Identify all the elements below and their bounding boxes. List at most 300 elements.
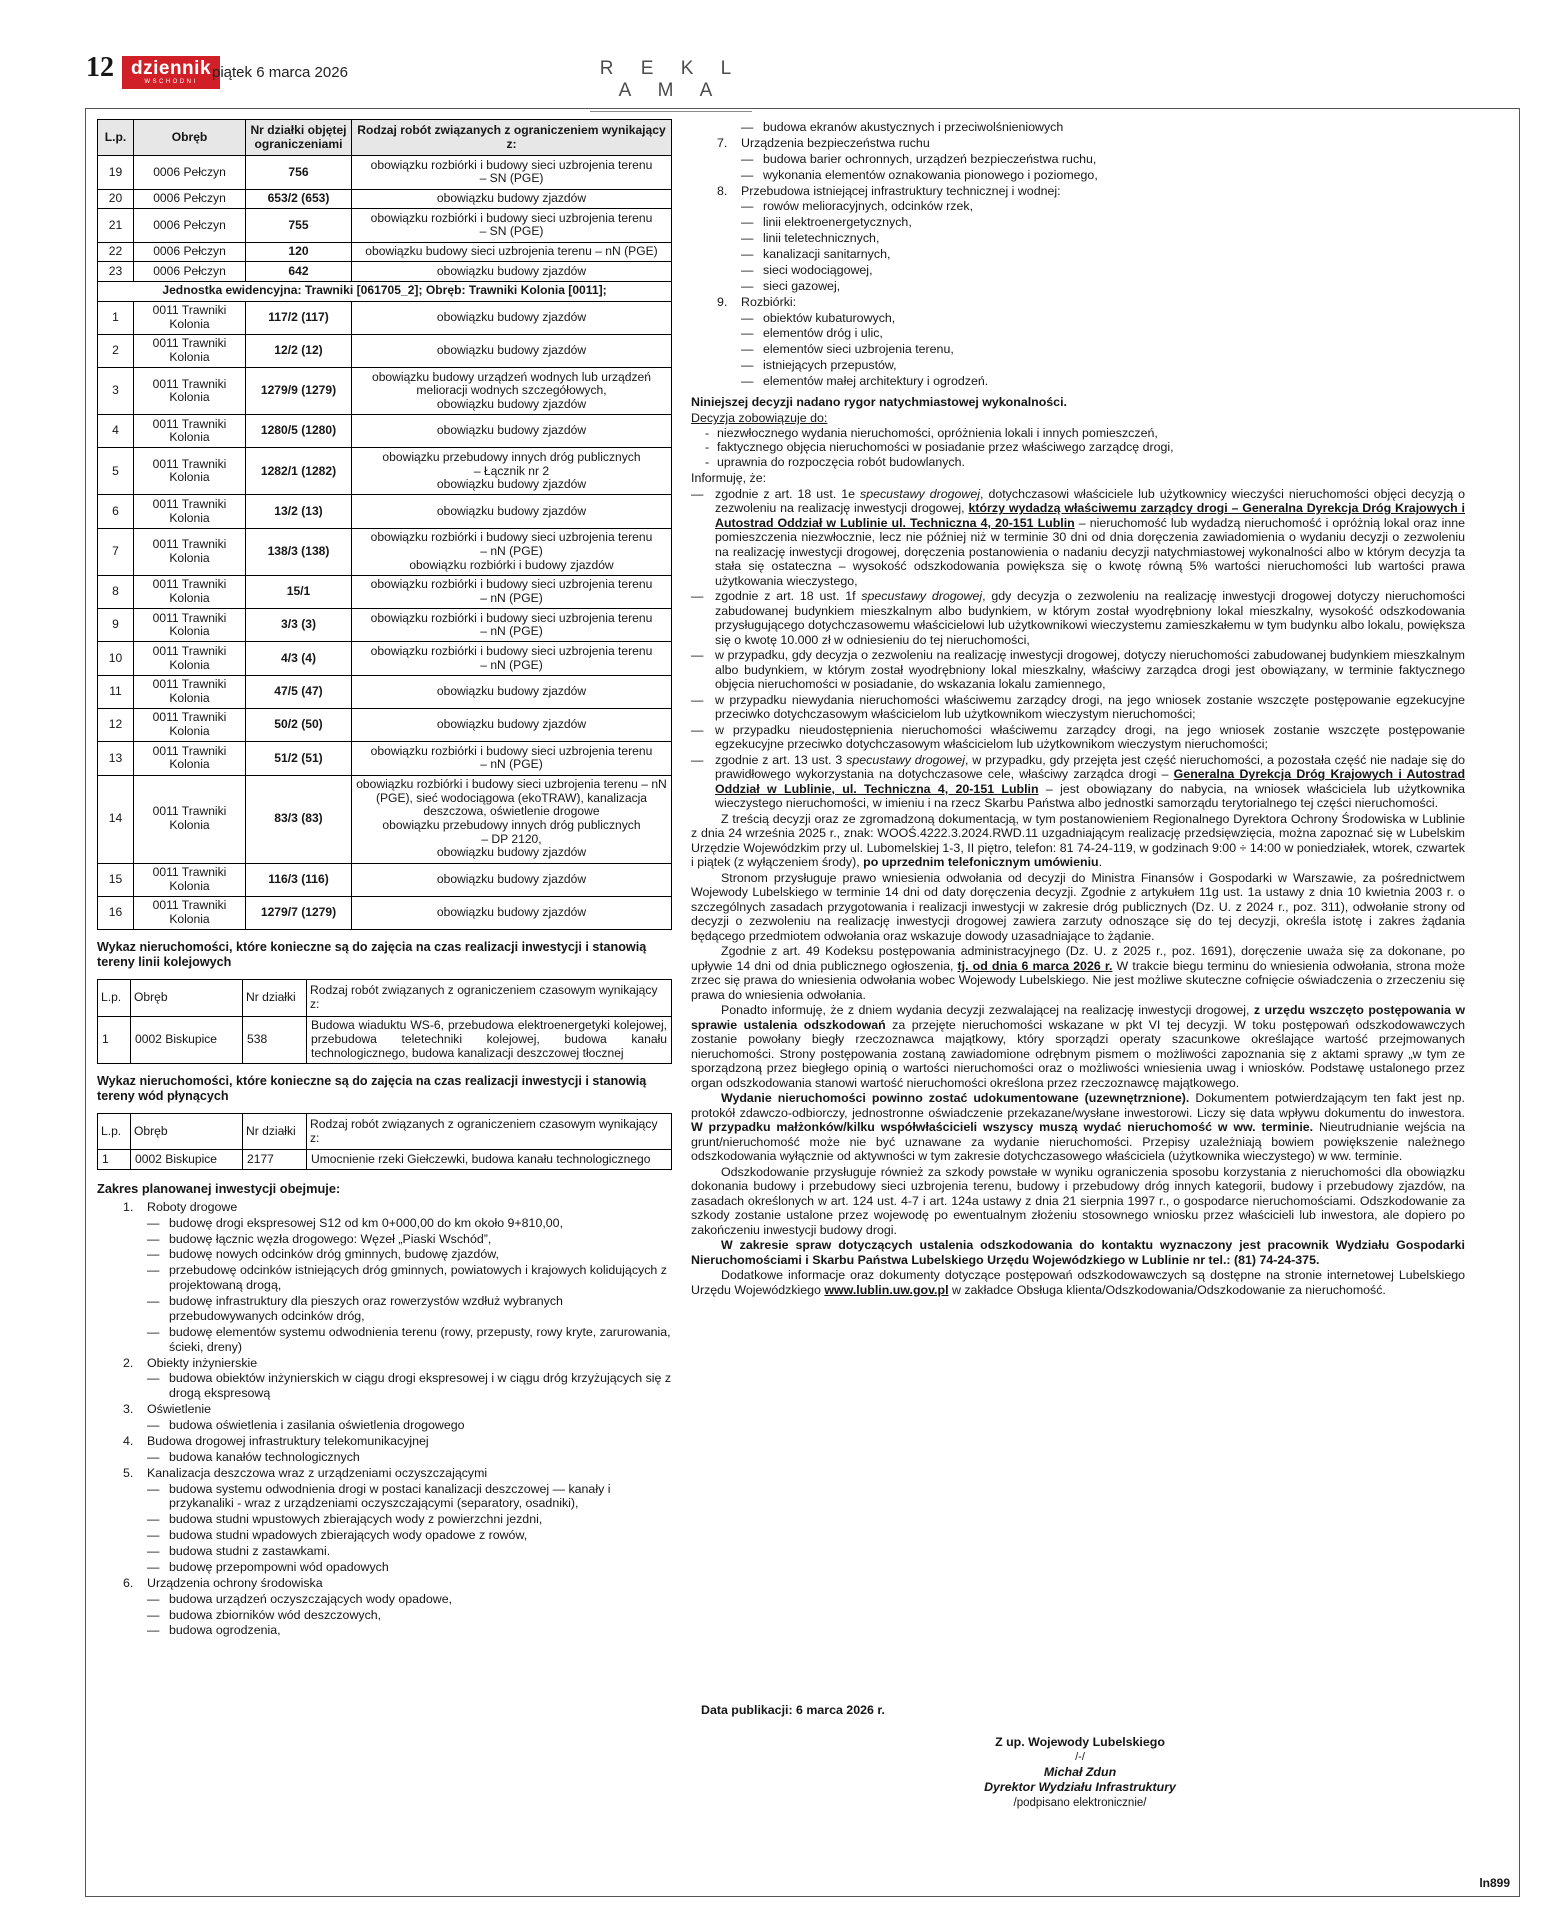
sub-item (691, 247, 1465, 262)
list-item (97, 1356, 672, 1371)
sub-item (691, 215, 1465, 230)
table-row (98, 262, 672, 282)
obligation-item (691, 426, 1465, 441)
table-row (98, 775, 672, 863)
obligation-text: uprawnia do rozpoczęcia robót budowlanych. (717, 454, 965, 469)
sub-item-text: budowę przepompowni wód opadowych (169, 1559, 389, 1574)
table-row (98, 1016, 672, 1063)
inform-item (691, 723, 1465, 752)
dash-marker: — (741, 326, 754, 341)
cell-lp: 7 (98, 528, 134, 575)
cell-lp: 8 (98, 575, 134, 608)
cell-rodzaj: obowiązku rozbiórki i budowy sieci uzbrojenia terenu – nN (PGE), sieć wodociągowa (ekoTRAW), kanalizacja deszczowa, oświetlenie drogowe obowiązku przebudowy innych dróg publicznych – DP 2120, obowiązku budowy zjazdów (352, 775, 672, 863)
table-row (98, 609, 672, 642)
paragraph: Stronom przysługuje prawo wniesienia odwołania od decyzji do Ministra Finansów i Gospodarki w Warszawie, za pośrednictwem Wojewody Lubelskiego w terminie 14 dni od daty doręczenia decyzji. Zgodnie z artykułem 11g ust. 1a ustawy z dnia 10 kwietnia 2003 r. o szczególnych zasadach przygotowania i realizacji inwestycji w zakresie dróg publicznych (Dz. U. z 2024 r., poz. 311), odwołanie strony od decyzji o zezwoleniu na realizację inwestycji drogowej zawiera zarzuty odnoszące się do tej decyzji, określa istotę i zakres żądania będącego przedmiotem odwołania oraz wskazuje dowody uzasadniające to żądanie. (691, 870, 1465, 943)
sub-item (691, 199, 1465, 214)
cell-nr: 1282/1 (1282) (246, 448, 352, 495)
cell-obreb: 0011 Trawniki Kolonia (134, 415, 246, 448)
inform-item (691, 648, 1465, 692)
sub-item (97, 1592, 672, 1607)
dash-marker: — (741, 215, 754, 230)
sub-item-text: budowa oświetlenia i zasilania oświetlenia drogowego (169, 1418, 465, 1433)
sub-item (691, 374, 1465, 389)
cell-rodzaj: obowiązku rozbiórki i budowy sieci uzbrojenia terenu – nN (PGE) (352, 742, 672, 775)
list-label: Rozbiórki: (741, 294, 797, 309)
sub-item-text: budowa systemu odwodnienia drogi w postaci kanalizacji deszczowej — kanały i przykanaliki - wraz z urządzeniami oczyszczającymi (separatory, osadniki), (169, 1481, 611, 1511)
cell-obreb: 0011 Trawniki Kolonia (134, 495, 246, 528)
cell-nr: 117/2 (117) (246, 301, 352, 334)
cell-rodzaj: obowiązku rozbiórki i budowy sieci uzbrojenia terenu – nN (PGE) obowiązku rozbiórki i budowy zjazdów (352, 528, 672, 575)
cell-obreb: 0011 Trawniki Kolonia (134, 448, 246, 495)
cell-rodzaj: obowiązku budowy zjazdów (352, 301, 672, 334)
paragraph: Zgodnie z art. 49 Kodeksu postępowania administracyjnego (Dz. U. z 2025 r., poz. 1691), doręczenie uważa się za dokonane, po upływie 14 dni od dnia publicznego ogłoszenia, tj. od dnia 6 marca 2026 r. W trakcie biegu terminu do wniesienia odwołania, strona może zrzec się prawa do wniesienia odwołania wobec Wojewody Lubelskiego. Nie jest możliwe skuteczne cofnięcie oświadczenia o zrzeczeniu się prawa do wniesienia odwołania. (691, 944, 1465, 1002)
sub-item-text: wykonania elementów oznakowania pionowego i poziomego, (763, 167, 1098, 182)
cell-rodzaj: obowiązku rozbiórki i budowy sieci uzbrojenia terenu – nN (PGE) (352, 609, 672, 642)
hyphen-marker: - (705, 454, 710, 469)
list-number: 5. (123, 1465, 134, 1480)
sub-item-text: linii elektroenergetycznych, (763, 215, 912, 230)
table-row (98, 448, 672, 495)
cell-rodzaj: Budowa wiaduktu WS-6, przebudowa elektroenergetyki kolejowej, przebudowa teletechniki kolejowej, budowa kanału technologicznego, budowa kanalizacji deszczowej tłocznej (307, 1016, 672, 1063)
dash-marker: — (691, 752, 704, 767)
hyphen-marker: - (705, 425, 710, 440)
table-row (98, 495, 672, 528)
cell-obreb: 0002 Biskupice (131, 1016, 243, 1063)
sub-item (97, 1232, 672, 1247)
table-head (98, 1113, 672, 1149)
sub-item-text: istniejących przepustów, (763, 358, 897, 373)
sub-item (691, 311, 1465, 326)
sub-item (691, 231, 1465, 246)
inform-text: zgodnie z art. 18 ust. 1f specustawy drogowej, gdy decyzja o zezwoleniu na realizację inwestycji drogowej dotyczy nieruchomości zabudowanej budynkiem mieszkalnym albo budynkiem, w którym został wyodrębniony lokal mieszkalny, wysokość odszkodowania przysługującego dotychczasowemu właścicielowi lub użytkownikowi wieczystemu zamieszkałemu w tym budynku albo lokalu, powiększa się o kwotę 10.000 zł w odniesieniu do tej nieruchomości, (715, 589, 1465, 647)
cell-nr: 4/3 (4) (246, 642, 352, 675)
dash-marker: — (741, 199, 754, 214)
dziennik-logo (122, 56, 220, 89)
cell-obreb: 0011 Trawniki Kolonia (134, 301, 246, 334)
sub-item (691, 279, 1465, 294)
cell-obreb: 0011 Trawniki Kolonia (134, 609, 246, 642)
dash-marker: — (691, 589, 704, 604)
column-header: L.p. (98, 1113, 131, 1149)
cell-lp: 4 (98, 415, 134, 448)
cell-rodzaj: obowiązku budowy zjazdów (352, 708, 672, 741)
list-item (97, 1466, 672, 1481)
list-label: Obiekty inżynierskie (147, 1355, 258, 1370)
sub-item-text: sieci wodociągowej, (763, 262, 873, 277)
dash-marker: — (741, 278, 754, 293)
cell-nr: 12/2 (12) (246, 334, 352, 367)
dash-marker: — (147, 1449, 160, 1464)
decision-text (691, 389, 1465, 1298)
sub-item (97, 1608, 672, 1623)
list-number: 3. (123, 1402, 134, 1417)
inform-item (691, 693, 1465, 722)
cell-lp: 3 (98, 368, 134, 415)
dash-marker: — (741, 167, 754, 182)
sub-item-text: budowę infrastruktury dla pieszych oraz rowerzystów wzdłuż wybranych przebudowywanych odcinków dróg, (169, 1294, 563, 1323)
cell-obreb: 0006 Pełczyn (134, 156, 246, 189)
table-body (98, 1150, 672, 1170)
cell-rodzaj: Umocnienie rzeki Giełczewki, budowa kanału technologicznego (307, 1150, 672, 1170)
inform-text: w przypadku, gdy decyzja o zezwoleniu na realizację inwestycji drogowej, dotyczy nieruchomości zabudowanej budynkiem mieszkalnym albo budynkiem, w którym został wyodrębniony lokal mieszkalny, właściwy zarządca drogi jest obowiązany, w terminie faktycznego objęcia nieruchomości w posiadanie, do wskazania lokalu zamiennego, (715, 648, 1465, 692)
cell-nr: 83/3 (83) (246, 775, 352, 863)
sub-item (691, 263, 1465, 278)
sub-item (691, 152, 1465, 167)
column-header: Rodzaj robót związanych z ograniczeniem wynikający z: (352, 120, 672, 156)
sub-item (691, 342, 1465, 357)
cell-nr: 13/2 (13) (246, 495, 352, 528)
cell-nr: 653/2 (653) (246, 189, 352, 209)
list-label: Kanalizacja deszczowa wraz z urządzeniami oczyszczającymi (147, 1465, 488, 1480)
cell-obreb: 0006 Pełczyn (134, 189, 246, 209)
table-row (98, 156, 672, 189)
dash-marker: — (147, 1481, 160, 1496)
dash-marker: — (147, 1371, 160, 1386)
table-row (98, 675, 672, 708)
sub-item-text: obiektów kubaturowych, (763, 310, 896, 325)
cell-nr: 1279/7 (1279) (246, 896, 352, 929)
cell-obreb: 0011 Trawniki Kolonia (134, 742, 246, 775)
sub-item (691, 168, 1465, 183)
sub-item (97, 1482, 672, 1512)
table-header-row (98, 1113, 672, 1149)
dash-marker: — (741, 120, 754, 134)
cell-obreb: 0011 Trawniki Kolonia (134, 708, 246, 741)
hyphen-marker: - (705, 440, 710, 455)
cell-rodzaj: obowiązku rozbiórki i budowy sieci uzbrojenia terenu – nN (PGE) (352, 575, 672, 608)
cell-rodzaj: obowiązku budowy zjazdów (352, 863, 672, 896)
sub-item (97, 1216, 672, 1231)
sub-item-text: budowę nowych odcinków dróg gminnych, budowę zjazdów, (169, 1247, 499, 1262)
dash-marker: — (147, 1324, 160, 1339)
dash-marker: — (741, 247, 754, 261)
sub-item (97, 1450, 672, 1465)
cell-lp: 2 (98, 334, 134, 367)
cell-nr: 3/3 (3) (246, 609, 352, 642)
dash-marker: — (741, 262, 754, 277)
sub-item-text: kanalizacji sanitarnych, (763, 247, 891, 261)
list-item (691, 136, 1465, 151)
sub-item-text: rowów melioracyjnych, odcinków rzek, (763, 199, 974, 214)
immediate-enforceability-note: Niniejszej decyzji nadano rygor natychmiastowej wykonalności. (691, 394, 1067, 409)
sub-item (691, 358, 1465, 373)
table-head (98, 120, 672, 156)
dash-marker: — (691, 692, 704, 707)
sub-item-text: budowę elementów systemu odwodnienia terenu (rowy, przepusty, rowy kryte, zarurowania, ścieki, dreny) (169, 1324, 671, 1354)
cell-lp: 12 (98, 708, 134, 741)
inform-text: zgodnie z art. 13 ust. 3 specustawy drogowej, w przypadku, gdy przejęta jest część nieruchomości, a pozostała część nie nadaje się do prawidłowego wykorzystania na dotychczasowe cele, właściwy zarządca drogi – Generalna Dyrekcja Dróg Krajowych i Autostrad Oddział w Lublinie, ul. Techniczna 4, 20-151 Lublin – jest obowiązany do nabycia, na wniosek właściciela lub użytkownika wieczystego nieruchomości, w imieniu i na rzecz Skarbu Państwa albo jednostki samorządu terytorialnego tej części nieruchomości. (715, 752, 1466, 811)
cell-nr: 755 (246, 209, 352, 242)
cell-obreb: 0011 Trawniki Kolonia (134, 675, 246, 708)
cell-lp: 1 (98, 301, 134, 334)
dash-marker: — (147, 1231, 160, 1246)
list-item (691, 184, 1465, 199)
table-row (98, 334, 672, 367)
dash-marker: — (691, 722, 704, 737)
column-header: Nr działki (243, 980, 307, 1016)
dash-marker: — (147, 1528, 160, 1543)
cell-rodzaj: obowiązku budowy urządzeń wodnych lub urządzeń melioracji wodnych szczegółowych, obowiązku budowy zjazdów (352, 368, 672, 415)
cell-nr: 1280/5 (1280) (246, 415, 352, 448)
cell-lp: 14 (98, 775, 134, 863)
date-line: piątek 6 marca 2026 (212, 64, 348, 81)
cell-obreb: 0011 Trawniki Kolonia (134, 863, 246, 896)
cell-lp: 10 (98, 642, 134, 675)
sub-item (691, 120, 1465, 135)
table-row (98, 189, 672, 209)
inform-text: w przypadku nieudostępnienia nieruchomości właściwemu zarządcy drogi, na jego wniosek zostanie wszczęte postępowanie egzekucyjne przeciwko dotychczasowym właścicielom lub użytkownikom wieczystym nieruchomości; (715, 722, 1465, 752)
dash-marker: — (147, 1512, 160, 1527)
cell-obreb: 0006 Pełczyn (134, 209, 246, 242)
waters-table (97, 1113, 672, 1170)
ad-code: ln899 (1479, 1876, 1510, 1890)
sub-item (691, 326, 1465, 341)
right-column (691, 119, 1507, 1888)
column-header: Obręb (131, 980, 243, 1016)
cell-rodzaj: obowiązku rozbiórki i budowy sieci uzbrojenia terenu – SN (PGE) (352, 156, 672, 189)
cell-lp: 6 (98, 495, 134, 528)
dash-marker: — (147, 1294, 160, 1309)
cell-obreb: 0011 Trawniki Kolonia (134, 368, 246, 415)
list-label: Przebudowa istniejącej infrastruktury technicznej i wodnej: (741, 183, 1061, 198)
sub-item-text: sieci gazowej, (763, 278, 841, 293)
railway-heading: Wykaz nieruchomości, które konieczne są do zajęcia na czas realizacji inwestycji i stanowią tereny linii kolejowych (97, 940, 647, 970)
table-row (98, 708, 672, 741)
list-item (97, 1576, 672, 1591)
sub-item (97, 1263, 672, 1293)
list-label: Budowa drogowej infrastruktury telekomunikacyjnej (147, 1433, 429, 1448)
cell-lp: 1 (98, 1150, 131, 1170)
table-body (98, 1016, 672, 1063)
cell-obreb: 0011 Trawniki Kolonia (134, 896, 246, 929)
logo-text: dziennik (131, 58, 212, 79)
sub-item-text: budowa studni z zastawkami. (169, 1544, 331, 1559)
cell-rodzaj: obowiązku rozbiórki i budowy sieci uzbrojenia terenu – SN (PGE) (352, 209, 672, 242)
table-row (98, 242, 672, 262)
list-label: Urządzenia bezpieczeństwa ruchu (741, 135, 930, 150)
sub-item-text: budowę łącznic węzła drogowego: Węzeł „Piaski Wschód”, (169, 1231, 492, 1246)
list-number: 7. (717, 135, 728, 150)
table-row (98, 368, 672, 415)
column-header: L.p. (98, 120, 134, 156)
sub-item-text: budowa urządzeń oczyszczających wody opadowe, (169, 1591, 453, 1606)
sub-item-text: linii teletechnicznych, (763, 231, 880, 246)
sub-item (97, 1528, 672, 1543)
sub-item-text: budowa kanałów technologicznych (169, 1449, 360, 1464)
sub-item-text: elementów sieci uzbrojenia terenu, (763, 342, 954, 357)
section-header (590, 58, 752, 112)
cell-nr: 120 (246, 242, 352, 262)
list-number: 6. (123, 1575, 134, 1590)
cell-rodzaj: obowiązku budowy zjazdów (352, 495, 672, 528)
cell-lp: 16 (98, 896, 134, 929)
cell-nr: 116/3 (116) (246, 863, 352, 896)
list-label: Roboty drogowe (147, 1199, 238, 1214)
sub-item-text: budowa ogrodzenia, (169, 1623, 281, 1638)
dash-marker: — (147, 1607, 160, 1622)
cell-obreb: 0011 Trawniki Kolonia (134, 334, 246, 367)
cell-rodzaj: obowiązku budowy zjazdów (352, 415, 672, 448)
cell-rodzaj: obowiązku przebudowy innych dróg publicznych – Łącznik nr 2 obowiązku budowy zjazdów (352, 448, 672, 495)
dash-marker: — (741, 374, 754, 388)
sub-item-text: budowa barier ochronnych, urządzeń bezpieczeństwa ruchu, (763, 151, 1097, 166)
inform-text: zgodnie z art. 18 ust. 1e specustawy drogowej, dotychczasowi właściciele lub użytkownicy wieczyści nieruchomości objęci decyzją o zezwoleniu na realizację inwestycji drogowej, którzy wydadzą właściwemu zarządcy drogi – Generalna Dyrekcja Dróg Krajowych i Autostrad Oddział w Lublinie ul. Techniczna 4, 20-151 Lublin – nieruchomość lub wydadzą nieruchomość i opróżnią lokal oraz inne pomieszczenia niezwłocznie, lecz nie później niż w terminie 30 dni od dnia doręczenia zawiadomienia o wydaniu decyzji o zezwoleniu na realizację inwestycji drogowej, doręczenia postanowienia o nadaniu decyzji natychmiastowej wykonalności albo w którym decyzja ta stała się ostateczna – wysokość odszkodowania powiększa się o kwotę równą 5% wartości nieruchomości lub wartości prawa użytkowania wieczystego, (715, 486, 1466, 588)
inform-item (691, 589, 1465, 647)
column-header: Nr działki (243, 1113, 307, 1149)
list-number: 9. (717, 294, 728, 309)
cell-nr: 51/2 (51) (246, 742, 352, 775)
dash-marker: — (147, 1623, 160, 1638)
cell-nr: 47/5 (47) (246, 675, 352, 708)
scope-list-left (97, 1200, 672, 1639)
cell-nr: 2177 (243, 1150, 307, 1170)
list-number: 2. (123, 1355, 134, 1370)
sub-item (97, 1623, 672, 1638)
cell-lp: 15 (98, 863, 134, 896)
paragraph: W zakresie spraw dotyczących ustalenia odszkodowania do kontaktu wyznaczony jest pracownik Wydziału Gospodarki Nieruchomościami i Skarbu Państwa Lubelskiego Urzędu Wojewódzkiego w Lublinie nr tel.: (81) 74-24-375. (691, 1238, 1465, 1267)
signature-mark: /-/ (1075, 1750, 1085, 1763)
dash-marker: — (147, 1418, 160, 1433)
cell-lp: 1 (98, 1016, 131, 1063)
sub-item (97, 1371, 672, 1401)
publication-date: Data publikacji: 6 marca 2026 r. (701, 1702, 885, 1717)
dash-marker: — (147, 1559, 160, 1574)
cell-obreb: 0002 Biskupice (131, 1150, 243, 1170)
scope-title: Zakres planowanej inwestycji obejmuje: (97, 1180, 341, 1196)
list-item (97, 1200, 672, 1215)
left-column (97, 119, 672, 1888)
table-row (98, 415, 672, 448)
newspaper-header (0, 0, 1558, 104)
sub-item (97, 1544, 672, 1559)
cell-lp: 5 (98, 448, 134, 495)
sub-item-text: budowa obiektów inżynierskich w ciągu drogi ekspresowej i w ciągu dróg krzyżujących się z drogą ekspresową (169, 1371, 672, 1401)
cell-lp: 13 (98, 742, 134, 775)
list-number: 4. (123, 1433, 134, 1448)
list-label: Oświetlenie (147, 1402, 212, 1417)
table-row (98, 528, 672, 575)
table-row (98, 642, 672, 675)
column-header: L.p. (98, 980, 131, 1016)
logo-subtext: WSCHODNI (144, 79, 198, 85)
list-item (97, 1434, 672, 1449)
signature-title: Dyrektor Wydziału Infrastruktury (984, 1780, 1176, 1795)
sub-item (97, 1418, 672, 1433)
dash-marker: — (691, 648, 704, 663)
sub-item-text: elementów dróg i ulic, (763, 326, 883, 341)
obligations-heading: Decyzja zobowiązuje do: (691, 411, 828, 426)
restrictions-table (97, 119, 672, 930)
column-header: Obręb (134, 120, 246, 156)
signature-block (865, 1735, 1295, 1810)
dash-marker: — (741, 342, 754, 357)
sub-item (97, 1560, 672, 1575)
table-body (98, 156, 672, 930)
obligation-item (691, 440, 1465, 455)
cell-nr: 538 (243, 1016, 307, 1063)
dash-marker: — (691, 486, 704, 501)
cell-obreb: 0011 Trawniki Kolonia (134, 642, 246, 675)
cell-obreb: 0006 Pełczyn (134, 262, 246, 282)
dash-marker: — (147, 1247, 160, 1262)
signature-authority: Z up. Wojewody Lubelskiego (995, 1735, 1165, 1750)
sub-item (97, 1294, 672, 1324)
inform-heading: Informuję, że: (691, 471, 767, 486)
list-number: 1. (123, 1199, 134, 1214)
cell-rodzaj: obowiązku budowy sieci uzbrojenia terenu – nN (PGE) (352, 242, 672, 262)
cell-lp: 22 (98, 242, 134, 262)
signature-note: /podpisano elektronicznie/ (1013, 1796, 1147, 1809)
sub-item-text: budowa studni wpustowych zbierających wody z powierzchni jezdni, (169, 1512, 543, 1527)
list-label: Urządzenia ochrony środowiska (147, 1575, 323, 1590)
table-row (98, 209, 672, 242)
table-row (98, 281, 672, 301)
paragraph: Odszkodowanie przysługuje również za szkody powstałe w wyniku ograniczenia sposobu korzystania z nieruchomości dla obowiązku dokonania budowy i przebudowy sieci uzbrojenia terenu, budowy i przebudowy dróg innych kategorii, budowy i przebudowy zjazdów, na zasadach określonych w art. 124 ust. 4-7 i art. 124a ustawy z dnia 21 sierpnia 1997 r., o gospodarce nieruchomościami. Odszkodowanie za szkody zostanie ustalone przez wojewodę po ewentualnym złożeniu stosownego wniosku przez właścicieli lub inwestora, ale dopiero po zakończeniu inwestycji budowy drogi. (691, 1164, 1465, 1237)
cell-nr: 138/3 (138) (246, 528, 352, 575)
sub-item-text: budowa zbiorników wód deszczowych, (169, 1607, 382, 1622)
dash-marker: — (741, 151, 754, 166)
sub-item (97, 1247, 672, 1262)
column-header: Obręb (131, 1113, 243, 1149)
cell-lp: 9 (98, 609, 134, 642)
sub-item (97, 1512, 672, 1527)
cell-obreb: 0011 Trawniki Kolonia (134, 575, 246, 608)
dash-marker: — (147, 1544, 160, 1559)
dash-marker: — (741, 231, 754, 246)
cell-rodzaj: obowiązku budowy zjazdów (352, 189, 672, 209)
dash-marker: — (147, 1263, 160, 1278)
section-row: Jednostka ewidencyjna: Trawniki [061705_2]; Obręb: Trawniki Kolonia [0011]; (98, 281, 672, 301)
column-header: Rodzaj robót związanych z ograniczeniem czasowym wynikający z: (307, 1113, 672, 1149)
cell-rodzaj: obowiązku budowy zjazdów (352, 334, 672, 367)
legal-announcement (85, 108, 1520, 1897)
table-row (98, 896, 672, 929)
list-number: 8. (717, 183, 728, 198)
table-head (98, 980, 672, 1016)
cell-nr: 15/1 (246, 575, 352, 608)
cell-lp: 21 (98, 209, 134, 242)
table-row (98, 575, 672, 608)
paragraph: Dodatkowe informacje oraz dokumenty dotyczące postępowań odszkodowawczych są dostępne na stronie internetowej Lubelskiego Urzędu Wojewódzkiego www.lublin.uw.gov.pl w zakładce Obsługa klienta/Odszkodowania/Odszkodowanie za nieruchomość. (691, 1268, 1465, 1297)
section-title: R E K L A M A (599, 58, 743, 101)
inform-text: w przypadku niewydania nieruchomości właściwemu zarządcy drogi, na jego wniosek zostanie wszczęte postępowanie egzekucyjne przeciwko dotychczasowym właścicielom lub użytkownikom wieczystym nieruchomości; (715, 692, 1465, 722)
sub-item-text: przebudowę odcinków istniejących dróg gminnych, powiatowych i krajowych kolidujących z projektowaną drogą, (169, 1263, 667, 1293)
scope-list-right (691, 119, 1465, 389)
sub-item-text: elementów małej architektury i ogrodzeń. (763, 374, 989, 388)
dash-marker: — (741, 310, 754, 325)
table-row (98, 1150, 672, 1170)
inform-item (691, 487, 1465, 589)
table-row (98, 863, 672, 896)
signature-name: Michał Zdun (1043, 1764, 1117, 1779)
cell-obreb: 0011 Trawniki Kolonia (134, 775, 246, 863)
list-item (97, 1402, 672, 1417)
paragraph: Ponadto informuję, że z dniem wydania decyzji zezwalającej na realizację inwestycji drogowej, z urzędu wszczęto postępowania w sprawie ustalenia odszkodowań za przejęte nieruchomości wskazane w pkt VI tej decyzji. W toku postępowań odszkodowawczych zostanie powołany biegły rzeczoznawca majątkowy, który sporządzi operaty szacunkowe określające wartość przejmowanych nieruchomości. Strony postępowania zostaną zawiadomione odrębnym pismem o możliwości zapoznania się z aktami sprawy „w tym ze sporządzoną przez biegłego opinią o wartości nieruchomości oraz o możliwości wniesienia uwag i wniosków. Podstawę ustalonego przez organ odszkodowania stanowi wartość nieruchomości określona przez rzeczoznawcę majątkowego. (691, 1003, 1465, 1090)
cell-lp: 23 (98, 262, 134, 282)
sub-item (97, 1325, 672, 1355)
cell-nr: 50/2 (50) (246, 708, 352, 741)
column-header: Rodzaj robót związanych z ograniczeniem czasowym wynikający z: (307, 980, 672, 1016)
railway-table (97, 979, 672, 1063)
cell-lp: 11 (98, 675, 134, 708)
cell-nr: 642 (246, 262, 352, 282)
cell-rodzaj: obowiązku budowy zjazdów (352, 675, 672, 708)
cell-nr: 1279/9 (1279) (246, 368, 352, 415)
cell-rodzaj: obowiązku rozbiórki i budowy sieci uzbrojenia terenu – nN (PGE) (352, 642, 672, 675)
cell-rodzaj: obowiązku budowy zjazdów (352, 896, 672, 929)
list-item (691, 295, 1465, 310)
page-number: 12 (86, 52, 114, 83)
